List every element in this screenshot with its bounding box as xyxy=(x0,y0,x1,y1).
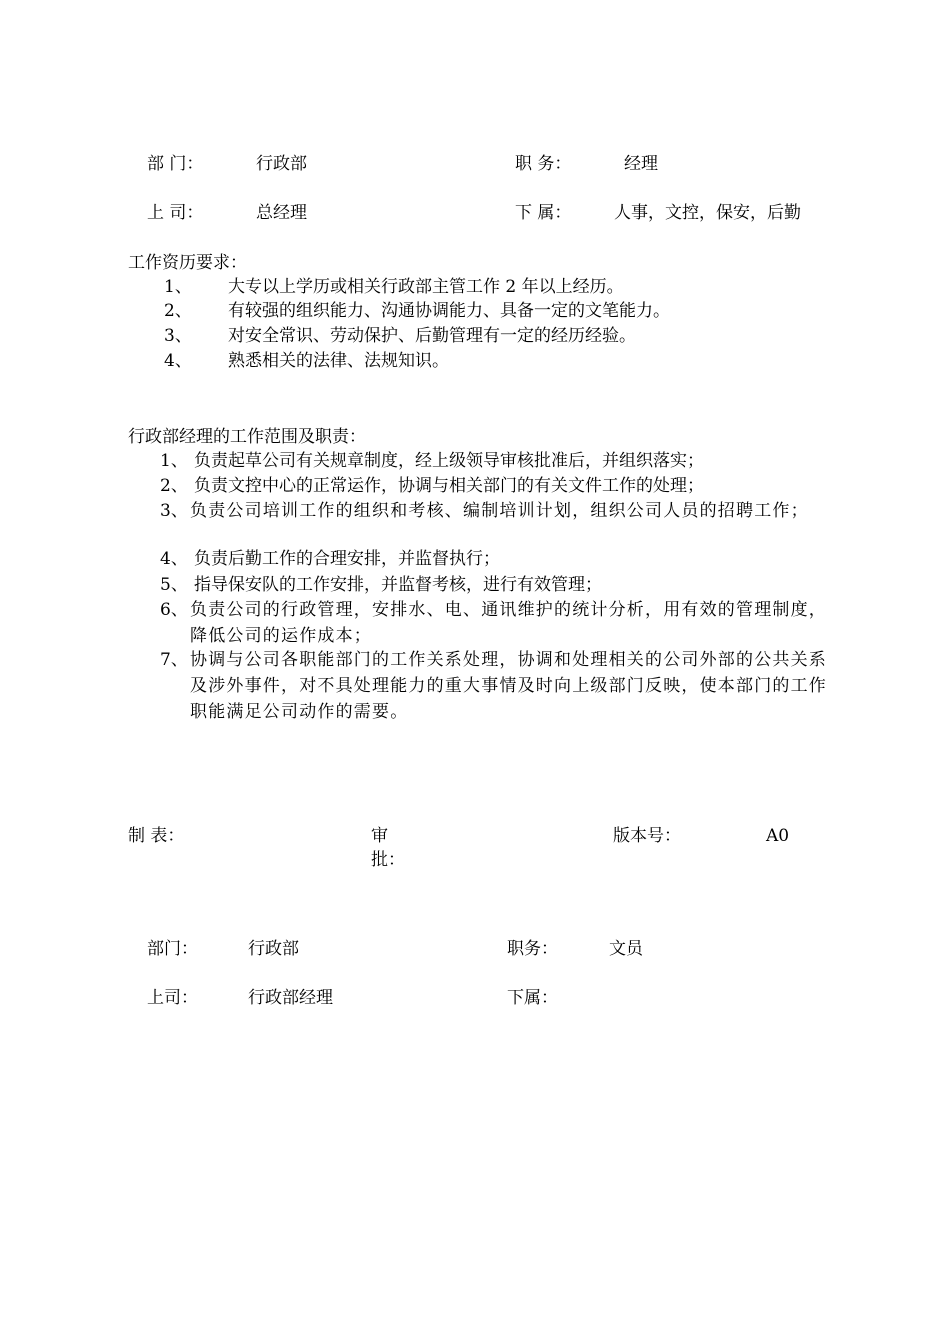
superior-label: 上司： xyxy=(147,988,198,1008)
qualification-number: 4、 xyxy=(164,351,192,371)
duty-number: 6、 xyxy=(160,600,188,620)
superior-label: 上 司： xyxy=(147,203,204,223)
qualification-item xyxy=(0,323,950,349)
qualification-number: 3、 xyxy=(164,326,192,346)
position-value: 经理 xyxy=(624,154,658,174)
duty-text: 负责后勤工作的合理安排，并监督执行； xyxy=(194,549,500,569)
duty-text: 负责起草公司有关规章制度，经上级领导审核批准后，并组织落实； xyxy=(194,451,704,471)
duty-number: 4、 xyxy=(160,549,188,569)
duty-number: 1、 xyxy=(160,451,188,471)
duty-text: 协调与公司各职能部门的工作关系处理，协调和处理相关的公司外部的公共关系及涉外事件，对不具处理能力的重大事情及时向上级部门反映，使本部门的工作职能满足公司动作的需要。 xyxy=(190,650,827,722)
dept-value: 行政部 xyxy=(256,154,307,174)
duty-text: 负责文控中心的正常运作，协调与相关部门的有关文件工作的处理； xyxy=(194,476,704,496)
qualification-text: 有较强的组织能力、沟通协调能力、具备一定的文笔能力。 xyxy=(228,301,670,321)
duty-number: 5、 xyxy=(160,575,188,595)
subordinate-value: 人事，文控，保安，后勤 xyxy=(614,203,801,223)
qualification-text: 熟悉相关的法律、法规知识。 xyxy=(228,351,449,371)
position-value: 文员 xyxy=(609,939,643,959)
qualification-item xyxy=(0,298,950,324)
superior-value: 总经理 xyxy=(256,203,307,223)
qualification-number: 1、 xyxy=(164,277,192,297)
duty-text: 负责公司的行政管理，安排水、电、通讯维护的统计分析，用有效的管理制度，降低公司的运作成本； xyxy=(190,600,827,646)
qualification-item xyxy=(0,274,950,300)
superior-value: 行政部经理 xyxy=(248,988,333,1008)
subordinate-label: 下 属： xyxy=(515,203,572,223)
qualifications-title: 工作资历要求： xyxy=(128,253,247,273)
duty-text: 指导保安队的工作安排，并监督考核，进行有效管理； xyxy=(194,575,602,595)
approve-label: 审 xyxy=(371,826,388,846)
duty-number: 3、 xyxy=(160,501,188,521)
made-by-label: 制 表： xyxy=(128,826,185,846)
duty-text: 负责公司培训工作的组织和考核、编制培训计划，组织公司人员的招聘工作； xyxy=(190,501,809,521)
position-label: 职 务： xyxy=(515,154,572,174)
qualification-text: 对安全常识、劳动保护、后勤管理有一定的经历经验。 xyxy=(228,326,636,346)
duty-number: 7、 xyxy=(160,650,188,670)
dept-label: 部门： xyxy=(147,939,198,959)
duties-title: 行政部经理的工作范围及职责： xyxy=(128,427,366,447)
qualification-number: 2、 xyxy=(164,301,192,321)
qualification-item xyxy=(0,348,950,374)
version-value: A0 xyxy=(766,826,790,846)
version-label: 版本号： xyxy=(613,826,681,846)
qualification-text: 大专以上学历或相关行政部主管工作 2 年以上经历。 xyxy=(228,277,624,297)
dept-label: 部 门： xyxy=(147,154,204,174)
approve-label-continued: 批： xyxy=(371,850,405,870)
duty-number: 2、 xyxy=(160,476,188,496)
subordinate-label: 下属： xyxy=(507,988,558,1008)
position-label: 职务： xyxy=(507,939,558,959)
dept-value: 行政部 xyxy=(248,939,299,959)
